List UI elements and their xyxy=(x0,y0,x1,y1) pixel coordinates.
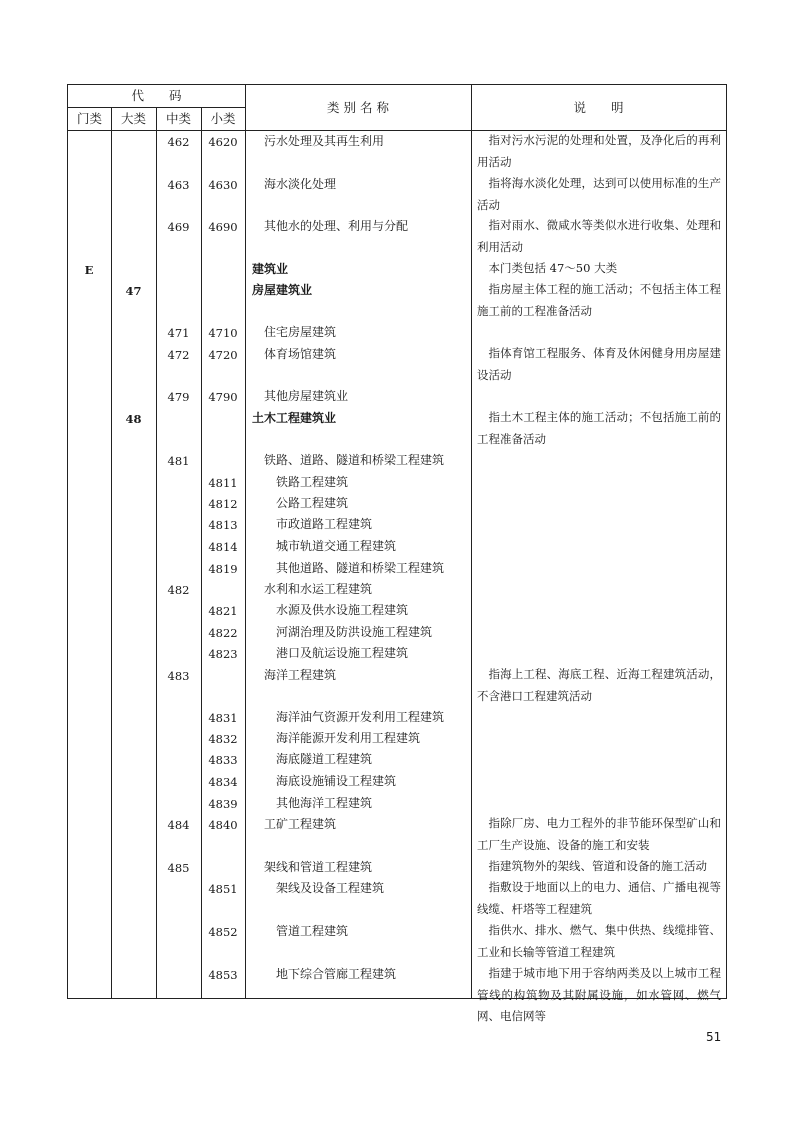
col-divider-minor xyxy=(245,85,246,999)
row-description: 指海上工程、海底工程、近海工程建筑活动，不含港口工程建筑活动 xyxy=(477,667,721,703)
header-major: 大类 xyxy=(120,111,146,126)
row-minor-code: 4851 xyxy=(208,882,238,896)
row-minor-code: 4790 xyxy=(208,390,238,404)
row-name: 城市轨道交通工程建筑 xyxy=(276,539,397,553)
header-name: 类 别 名 称 xyxy=(327,100,389,115)
row-minor-code: 4720 xyxy=(208,348,238,362)
row-name: 市政道路工程建筑 xyxy=(276,517,373,531)
row-description: 指体育馆工程服务、体育及休闲健身用房屋建设活动 xyxy=(477,346,721,382)
row-name: 海洋工程建筑 xyxy=(264,668,337,682)
header-desc: 说 明 xyxy=(573,100,624,115)
row-minor-code: 4832 xyxy=(208,732,238,746)
row-name: 其他海洋工程建筑 xyxy=(276,796,373,810)
header-door: 门类 xyxy=(76,111,102,126)
row-description: 指供水、排水、燃气、集中供热、线缆排管、工业和长输等管道工程建筑 xyxy=(477,923,721,959)
row-name: 建筑业 xyxy=(252,262,289,276)
header-code-rule xyxy=(68,107,245,108)
row-name: 铁路工程建筑 xyxy=(276,475,349,489)
row-minor-code: 4690 xyxy=(208,220,238,234)
row-name: 海洋能源开发利用工程建筑 xyxy=(276,731,421,745)
row-medium-code: 463 xyxy=(167,178,190,192)
row-door-code: E xyxy=(84,263,94,277)
row-minor-code: 4620 xyxy=(208,135,238,149)
col-divider-door xyxy=(111,107,112,999)
row-description: 本门类包括 47～50 大类 xyxy=(488,261,618,275)
row-name: 其他水的处理、利用与分配 xyxy=(264,219,409,233)
row-medium-code: 479 xyxy=(167,390,190,404)
row-name: 架线及设备工程建筑 xyxy=(276,881,385,895)
row-minor-code: 4822 xyxy=(208,626,238,640)
row-name: 工矿工程建筑 xyxy=(264,817,337,831)
row-minor-code: 4814 xyxy=(208,540,238,554)
row-minor-code: 4852 xyxy=(208,925,238,939)
row-minor-code: 4823 xyxy=(208,647,238,661)
row-name: 海底设施铺设工程建筑 xyxy=(276,774,397,788)
row-name: 海底隧道工程建筑 xyxy=(276,752,373,766)
row-minor-code: 4840 xyxy=(208,818,238,832)
row-minor-code: 4821 xyxy=(208,604,238,618)
row-name: 海洋油气资源开发利用工程建筑 xyxy=(276,710,445,724)
row-description: 指将海水淡化处理，达到可以使用标准的生产活动 xyxy=(477,176,721,212)
row-minor-code: 4813 xyxy=(208,518,238,532)
row-name: 房屋建筑业 xyxy=(252,283,313,297)
row-minor-code: 4819 xyxy=(208,562,238,576)
row-name: 河湖治理及防洪设施工程建筑 xyxy=(276,625,433,639)
row-minor-code: 4812 xyxy=(208,497,238,511)
row-name: 地下综合管廊工程建筑 xyxy=(276,967,397,981)
row-name: 管道工程建筑 xyxy=(276,924,349,938)
row-name: 其他道路、隧道和桥梁工程建筑 xyxy=(276,561,445,575)
row-major-code: 47 xyxy=(125,284,142,298)
row-name: 港口及航运设施工程建筑 xyxy=(276,646,409,660)
row-medium-code: 484 xyxy=(167,818,190,832)
row-minor-code: 4839 xyxy=(208,797,238,811)
row-name: 体育场馆建筑 xyxy=(264,347,337,361)
row-minor-code: 4834 xyxy=(208,775,238,789)
row-name: 住宅房屋建筑 xyxy=(264,325,337,339)
row-major-code: 48 xyxy=(125,412,142,426)
row-minor-code: 4853 xyxy=(208,968,238,982)
row-name: 海水淡化处理 xyxy=(264,177,337,191)
row-medium-code: 471 xyxy=(167,326,190,340)
row-minor-code: 4630 xyxy=(208,178,238,192)
row-minor-code: 4833 xyxy=(208,753,238,767)
row-description: 指敷设于地面以上的电力、通信、广播电视等线缆、杆塔等工程建筑 xyxy=(477,880,721,916)
row-name: 污水处理及其再生利用 xyxy=(264,134,385,148)
row-name: 土木工程建筑业 xyxy=(252,411,337,425)
row-description: 指对污水污泥的处理和处置，及净化后的再利用活动 xyxy=(477,133,721,169)
row-minor-code: 4831 xyxy=(208,711,238,725)
row-description: 指对雨水、微咸水等类似水进行收集、处理和利用活动 xyxy=(477,218,721,254)
row-medium-code: 469 xyxy=(167,220,190,234)
row-description: 指建筑物外的架线、管道和设备的施工活动 xyxy=(488,859,707,873)
col-divider-name xyxy=(471,85,472,999)
row-description: 指房屋主体工程的施工活动；不包括主体工程施工前的工程准备活动 xyxy=(477,282,721,318)
row-medium-code: 485 xyxy=(167,861,190,875)
row-minor-code: 4811 xyxy=(208,476,238,490)
row-description: 指建于城市地下用于容纳两类及以上城市工程管线的构筑物及其附属设施，如水管网、燃气网、电信网等 xyxy=(477,966,721,1023)
row-name: 铁路、道路、隧道和桥梁工程建筑 xyxy=(264,453,445,467)
row-name: 其他房屋建筑业 xyxy=(264,389,349,403)
row-description: 指除厂房、电力工程外的非节能环保型矿山和工厂生产设施、设备的施工和安装 xyxy=(477,816,721,852)
row-medium-code: 482 xyxy=(167,583,190,597)
row-name: 架线和管道工程建筑 xyxy=(264,860,373,874)
header-code-group: 代 码 xyxy=(131,88,182,103)
row-minor-code: 4710 xyxy=(208,326,238,340)
header-medium: 中类 xyxy=(165,111,191,126)
row-medium-code: 472 xyxy=(167,348,190,362)
row-description: 指土木工程主体的施工活动；不包括施工前的工程准备活动 xyxy=(477,410,721,446)
row-name: 水源及供水设施工程建筑 xyxy=(276,603,409,617)
row-medium-code: 483 xyxy=(167,669,190,683)
page-number: 51 xyxy=(706,1030,722,1044)
header-minor: 小类 xyxy=(210,111,236,126)
row-medium-code: 462 xyxy=(167,135,190,149)
row-name: 公路工程建筑 xyxy=(276,496,349,510)
row-medium-code: 481 xyxy=(167,454,190,468)
row-name: 水利和水运工程建筑 xyxy=(264,582,373,596)
